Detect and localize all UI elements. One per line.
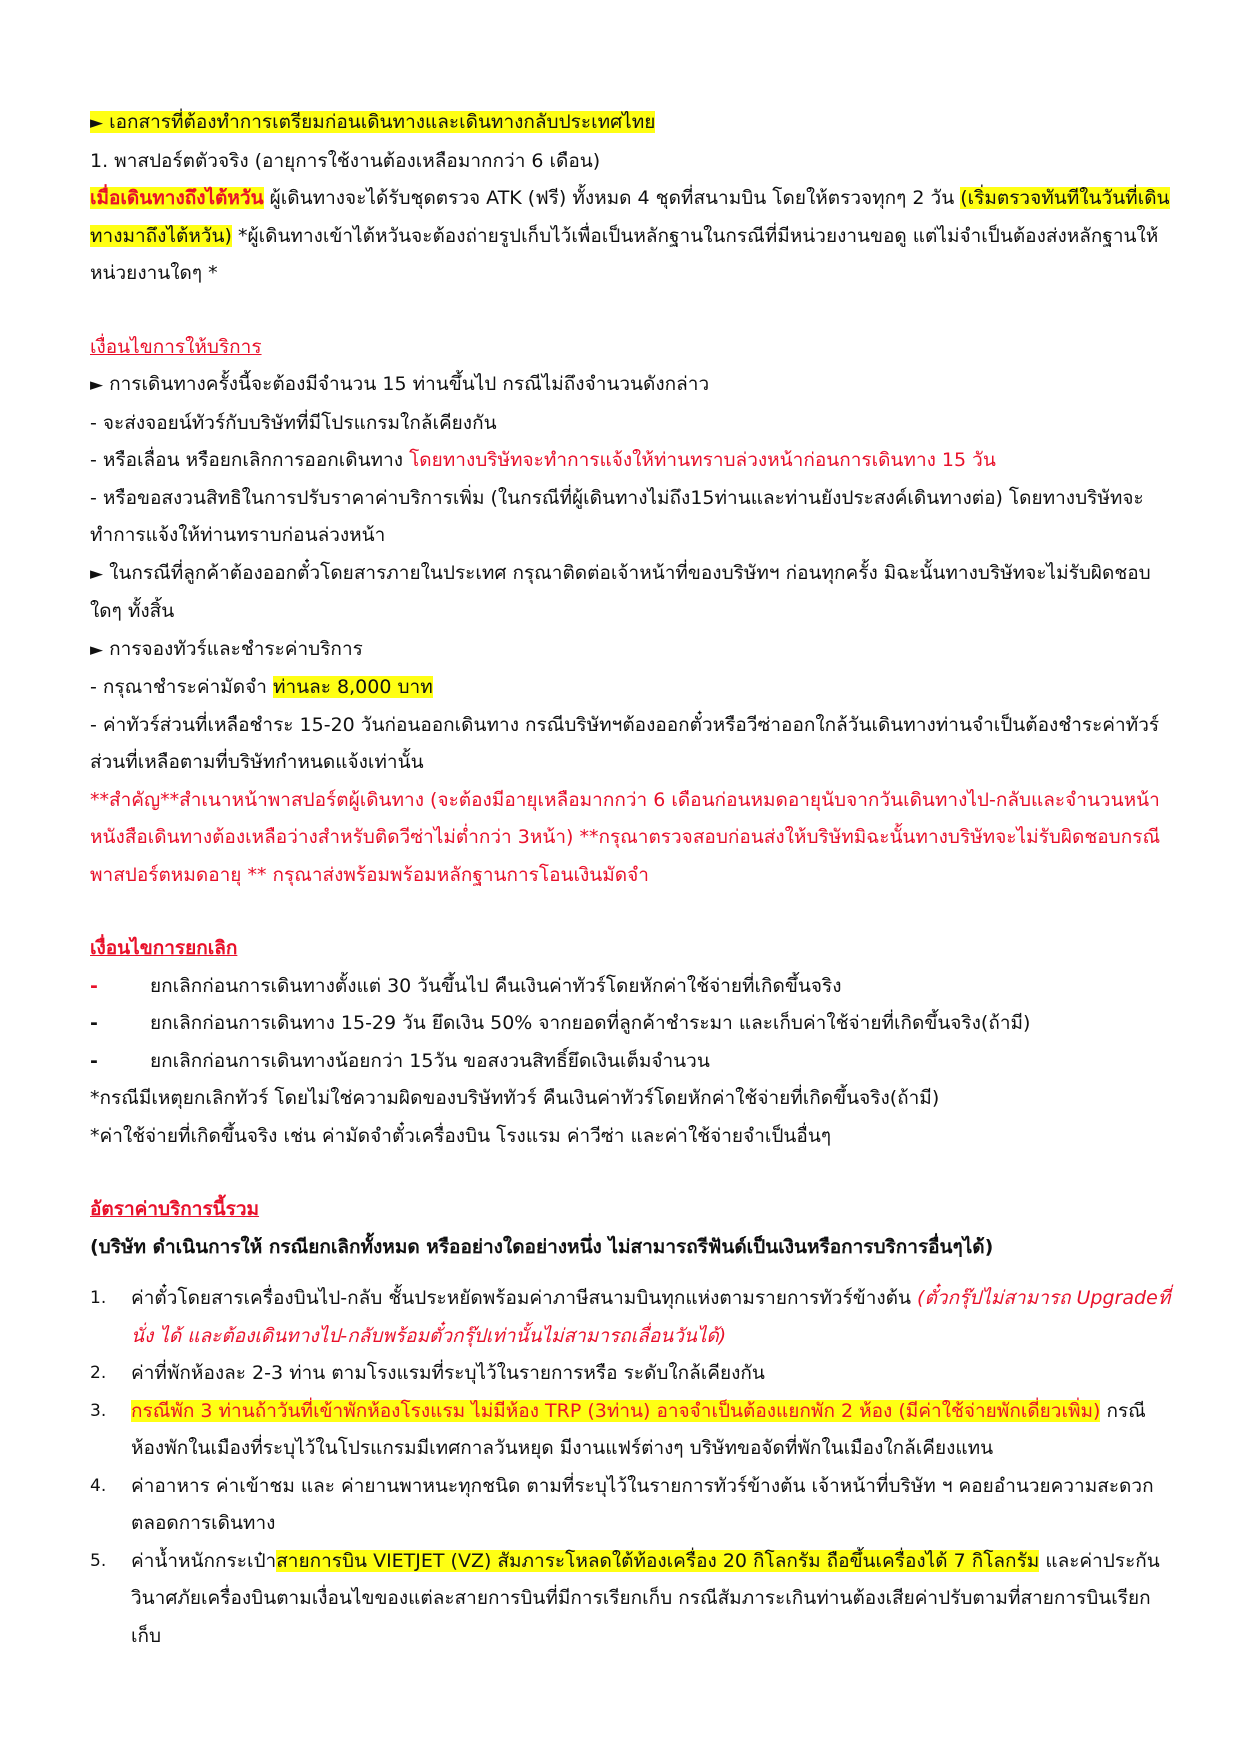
service-line-6: [90, 631, 1173, 670]
service-line-1: [90, 366, 1173, 405]
cancel-item: [90, 1005, 1173, 1043]
item-number: 1.: [90, 1288, 107, 1308]
service-line-5: [90, 555, 1173, 631]
include-item-2: [90, 1355, 1173, 1393]
service-line-8: - ค่าทัวร์ส่วนที่เหลือชำระ 15-20 วันก่อนออกเดินทาง กรณีบริษัทฯต้องออกตั๋วหรือวีซ่าออกใกล้วันเดินทางท่านจำเป็นต้องชำระค่าทัวร์ส่วนที่เหลือตามที่บริษัทกำหนดแจ้งเท่านั้น: [90, 713, 1160, 773]
item-note: (ตั๋วกรุ๊ปไม่สามารถ Upgradeที่นั่ง ได้ และต้องเดินทางไป-กลับพร้อมตั๋วกรุ๊ปเท่านั้นไม่สามารถเลื่อนวันได้): [131, 1287, 1171, 1347]
item-highlight: กรณีพัก 3 ท่านถ้าวันที่เข้าพักห้องโรงแรม ไม่มีห้อง TRP (3ท่าน) อาจจำเป็นต้องแยกพัก 2 ห้อง (มีค่าใช้จ่ายพักเดี่ยวเพิ่ม): [131, 1399, 1101, 1422]
item-highlight: สายการบิน VIETJET (VZ) สัมภาระโหลดใต้ท้องเครื่อง 20 กิโลกรัม ถือขึ้นเครื่องได้ 7 กิโลกรัม: [276, 1549, 1040, 1572]
cancel-item: [90, 968, 1173, 1006]
service-text-5: ในกรณีที่ลูกค้าต้องออกตั๋วโดยสารภายในประเทศ กรุณาติดต่อเจ้าหน้าที่ของบริษัทฯ ก่อนทุกครั้ง มิฉะนั้นทางบริษัทจะไม่รับผิดชอบใดๆ ทั้งสิ้น: [90, 561, 1151, 622]
spacer: [90, 1266, 1173, 1280]
arrival-label: เมื่อเดินทางถึงไต้หวัน: [90, 187, 264, 209]
docs-title-line: [90, 104, 1173, 143]
arrival-paragraph: [90, 180, 1173, 293]
includes-heading: อัตราค่าบริการนี้รวม: [90, 1198, 260, 1220]
include-item-3: [90, 1393, 1173, 1468]
item-number: 2.: [90, 1363, 107, 1383]
item-body: [131, 1280, 1173, 1355]
service-heading: เงื่อนไขการให้บริการ: [90, 335, 262, 358]
cancel-item-text: ยกเลิกก่อนการเดินทางน้อยกว่า 15วัน ขอสงวนสิทธิ์ยึดเงินเต็มจำนวน: [150, 1049, 710, 1072]
item-number: 5.: [90, 1550, 107, 1571]
arrival-note: *ผู้เดินทางเข้าไต้หวันจะต้องถ่ายรูปเก็บไว้เพื่อเป็นหลักฐานในกรณีที่มีหน่วยงานขอดู แต่ไม่จำเป็นต้องส่งหลักฐานให้หน่วยงานใดๆ *: [90, 224, 1159, 284]
service-important-note: **สำคัญ**สำเนาหน้าพาสปอร์ตผู้เดินทาง (จะต้องมีอายุเหลือมากกว่า 6 เดือนก่อนหมดอายุนับจากวันเดินทางไป-กลับและจำนวนหน้าหนังสือเดินทางต้องเหลือว่างสำหรับติดวีซ่าไม่ต่ำกว่า 3หน้า) **กรุณาตรวจสอบก่อนส่งให้บริษัทมิฉะนั้นทางบริษัทจะไม่รับผิดชอบกรณีพาสปอร์ตหมดอายุ ** กรุณาส่งพร้อมพร้อมหลักฐานการโอนเงินมัดจำ: [90, 788, 1161, 886]
dash-icon: -: [90, 1049, 98, 1072]
service-line-4: - หรือขอสงวนสิทธิในการปรับราคาค่าบริการเพิ่ม (ในกรณีที่ผู้เดินทางไม่ถึง15ท่านและท่านยังประสงค์เดินทางต่อ) โดยทางบริษัทจะทำการแจ้งให้ท่านทราบก่อนล่วงหน้า: [90, 486, 1144, 546]
service-text-3b: โดยทางบริษัทจะทำการแจ้งให้ท่านทราบล่วงหน้าก่อนการเดินทาง 15 วัน: [409, 449, 996, 471]
deposit-amount: ท่านละ 8,000 บาท: [272, 676, 433, 698]
arrival-highlight: (เริ่มตรวจทันทีในวันที่เดินทางมาถึงไต้หวัน): [90, 187, 1170, 247]
item-body: [131, 1543, 1173, 1656]
cancel-item-text: ยกเลิกก่อนการเดินทาง 15-29 วัน ยึดเงิน 50% จากยอดที่ลูกค้าชำระมา และเก็บค่าใช้จ่ายที่เกิดขึ้นจริง(ถ้ามี): [150, 1012, 1031, 1034]
include-item-1: [90, 1280, 1173, 1355]
spacer: [90, 894, 1173, 930]
item-text: ค่าตั๋วโดยสารเครื่องบินไป-กลับ ชั้นประหยัดพร้อมค่าภาษีสนามบินทุกแห่งตามรายการทัวร์ข้างต้น: [131, 1287, 918, 1309]
item-text: และค่าประกันวินาศภัยเครื่องบินตามเงื่อนไขของแต่ละสายการบินที่มีการเรียกเก็บ กรณีสัมภาระเกินท่านต้องเสียค่าปรับตามที่สายการบินเรียกเก็บ: [131, 1549, 1160, 1647]
cancel-heading: เงื่อนไขการยกเลิก: [90, 937, 238, 959]
include-item-5: [90, 1543, 1173, 1656]
arrow-icon: ►: [90, 563, 104, 584]
deposit-text: - กรุณาชำระค่ามัดจำ: [90, 676, 273, 698]
passport-line: 1. พาสปอร์ตตัวจริง (อายุการใช้งานต้องเหลือมากกว่า 6 เดือน): [90, 149, 601, 172]
arrow-icon: ►: [90, 113, 104, 133]
include-item-4: [90, 1468, 1173, 1543]
arrival-text: ผู้เดินทางจะได้รับชุดตรวจ ATK (ฟรี) ทั้งหมด 4 ชุดที่สนามบิน โดยให้ตรวจทุกๆ 2 วัน: [263, 187, 961, 209]
item-body: [131, 1393, 1173, 1468]
spacer: [90, 1155, 1173, 1191]
service-line-2: - จะส่งจอยน์ทัวร์กับบริษัทที่มีโปรแกรมใกล้เคียงกัน: [90, 411, 497, 434]
arrow-icon: ►: [90, 375, 104, 395]
cancel-item-text: ยกเลิกก่อนการเดินทางตั้งแต่ 30 วันขึ้นไป คืนเงินค่าทัวร์โดยหักค่าใช้จ่ายที่เกิดขึ้นจริง: [150, 974, 842, 997]
service-line-7: [90, 669, 1173, 707]
dash-icon: -: [90, 1012, 98, 1034]
docs-title-highlight: [90, 111, 655, 133]
docs-title: เอกสารที่ต้องทำการเตรียมก่อนเดินทางและเดินทางกลับประเทศไทย: [109, 111, 656, 133]
cancel-note-1: *กรณีมีเหตุยกเลิกทัวร์ โดยไม่ใช่ความผิดของบริษัททัวร์ คืนเงินค่าทัวร์โดยหักค่าใช้จ่ายที่เกิดขึ้นจริง(ถ้ามี): [90, 1087, 940, 1109]
arrow-icon: ►: [90, 639, 104, 660]
item-text: ค่าที่พักห้องละ 2-3 ท่าน ตามโรงแรมที่ระบุไว้ในรายการหรือ ระดับใกล้เคียงกัน: [131, 1362, 765, 1384]
item-text: ค่าอาหาร ค่าเข้าชม และ ค่ายานพาหนะทุกชนิด ตามที่ระบุไว้ในรายการทัวร์ข้างต้น เจ้าหน้าที่บริษัท ฯ คอยอำนวยความสะดวกตลอดการเดินทาง: [131, 1474, 1154, 1534]
item-text: ค่าน้ำหนักกระเป๋า: [131, 1549, 277, 1572]
service-text-3a: - หรือเลื่อน หรือยกเลิกการออกเดินทาง: [90, 449, 410, 471]
dash-icon: -: [90, 974, 98, 997]
spacer: [90, 293, 1173, 329]
service-text-1: การเดินทางครั้งนี้จะต้องมีจำนวน 15 ท่านขึ้นไป กรณีไม่ถึงจำนวนดังกล่าว: [109, 373, 710, 395]
cancel-item: [90, 1043, 1173, 1081]
item-text: กรณีห้องพักในเมืองที่ระบุไว้ในโปรแกรมมีเทศกาลวันหยุด มีงานแฟร์ต่างๆ บริษัทขอจัดที่พักในเมืองใกล้เคียงแทน: [131, 1399, 1146, 1459]
service-text-6: การจองทัวร์และชำระค่าบริการ: [109, 637, 363, 660]
cancel-note-2: *ค่าใช้จ่ายที่เกิดขึ้นจริง เช่น ค่ามัดจำตั๋วเครื่องบิน โรงแรม ค่าวีซ่า และค่าใช้จ่ายจำเป็นอื่นๆ: [90, 1124, 832, 1147]
service-line-3: [90, 442, 1173, 480]
includes-subheading: (บริษัท ดำเนินการให้ กรณียกเลิกทั้งหมด หรืออย่างใดอย่างหนึ่ง ไม่สามารถรีฟันด์เป็นเงินหรือการบริการอื่นๆได้): [90, 1235, 994, 1258]
item-number: 3.: [90, 1400, 107, 1421]
item-number: 4.: [90, 1475, 107, 1496]
